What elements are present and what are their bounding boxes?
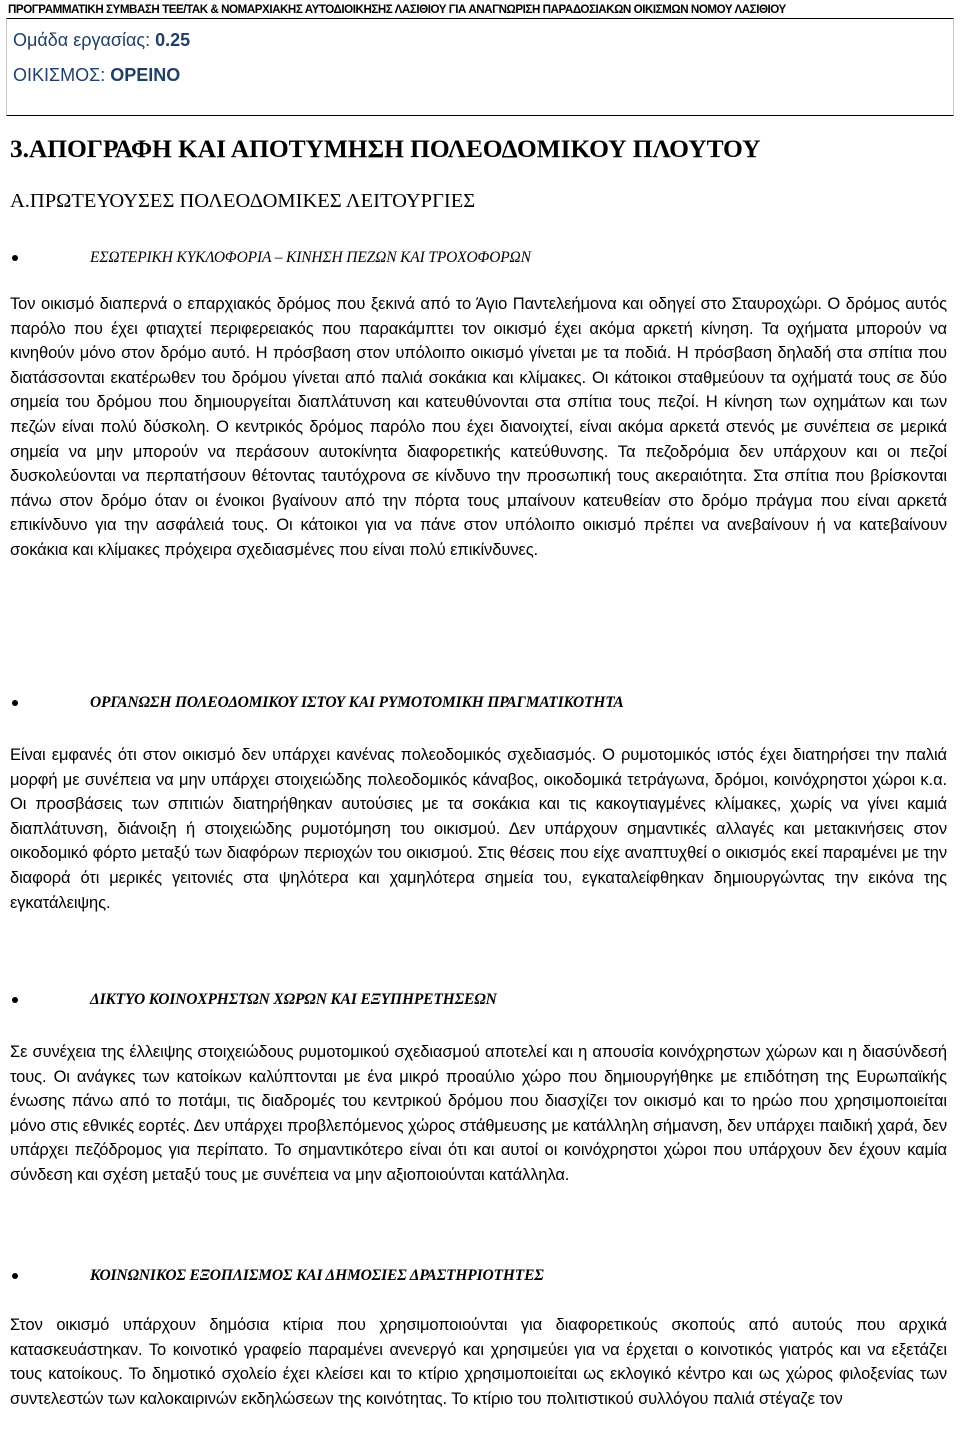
subsection-title-social-equipment: [12, 1264, 952, 1288]
settlement-value: ΟΡΕΙΝΟ: [110, 65, 181, 85]
subsection-body-social-equipment: Στον οικισμό υπάρχουν δημόσια κτίρια που χρησιμοποιούνται για διαφορετικούς σκοπούς από αυτούς που αρχικά κατασκευάστηκαν. Το κοινοτικό γραφείο παραμένει ανενεργό και χρησιμεύει για να έρχεται ο κοινοτικός γιατρός και να εξετάζει τους κατοίκους. Το δημοτικό σχολείο έχει κλείσει και το κτίριο χρησιμοποιείται ως εκλογικό κέντρο και ως χώρος φιλοξενίας των συντελεστών των καλοκαιρινών εκδηλώσεων της κοινότητας. Το κτίριο του πολιτιστικού συλλόγου παλιά στέγαζε τον: [10, 1316, 947, 1408]
subsection-body-public-spaces: Σε συνέχεια της έλλειψης στοιχειώδους ρυμοτομικού σχεδιασμού αποτελεί και η απουσία κοινόχρηστων χώρων και η διασύνδεσή τους. Οι ανάγκες των κατοίκων καλύπτονται με ένα μικρό προαύλιο χώρο που δημιουργήθηκε με επιδότηση της Ευρωπαϊκής ένωσης πάνω από το ποτάμι, τις διαδρομές του κεντρικού δρόμου που διασχίζει τον οικισμό και το ηρώο που χρησιμοποιείται μόνο στις εθνικές εορτές. Δεν υπάρχει προβλεπόμενος χώρος στάθμευσης με κατάλληλη σήμανση, δεν υπάρχει παιδική χαρά, δεν υπάρχει πεζόδρομος για περίπατο. Το σημαντικότερο είναι ότι και αυτοί οι κοινόχρηστοι χώροι που υπάρχουν δεν έχουν καμία σύνδεση και σχέση μεταξύ τους με συνέπεια να μην αξιοποιούνται κατάλληλα.: [10, 1043, 947, 1184]
subsection-title-traffic: [12, 246, 952, 270]
subsection-title-urban-fabric: [12, 691, 952, 715]
section-heading: Α.ΠΡΩΤΕΥΟΥΣΕΣ ΠΟΛΕΟΔΟΜΙΚΕΣ ΛΕΙΤΟΥΡΓΙΕΣ: [10, 190, 476, 212]
subsection-title-public-spaces: [12, 988, 952, 1012]
main-heading: 3.ΑΠΟΓΡΑΦΗ ΚΑΙ ΑΠΟΤΥΜΗΣΗ ΠΟΛΕΟΔΟΜΙΚΟΥ ΠΛΟΥΤΟΥ: [10, 134, 761, 163]
settlement-line: [13, 65, 180, 86]
header-banner: ΠΡΟΓΡΑΜΜΑΤΙΚΗ ΣΥΜΒΑΣΗ ΤΕΕ/ΤΑΚ & ΝΟΜΑΡΧΙΑΚΗΣ ΑΥΤΟΔΙΟΙΚΗΣΗΣ ΛΑΣΙΘΙΟΥ ΓΙΑ ΑΝΑΓΝΩΡΙΣΗ ΠΑΡΑΔΟΣΙΑΚΩΝ ΟΙΚΙΣΜΩΝ ΝΟΜΟΥ ΛΑΣΙΘΙΟΥ: [8, 3, 786, 16]
settlement-label: ΟΙΚΙΣΜΟΣ:: [13, 65, 111, 85]
work-group-value: 0.25: [155, 30, 191, 50]
bullet-icon: [12, 1273, 18, 1279]
info-box: [6, 18, 954, 116]
subsection-title: ΕΣΩΤΕΡΙΚΗ ΚΥΚΛΟΦΟΡΙΑ – ΚΙΝΗΣΗ ΠΕΖΩΝ ΚΑΙ ΤΡΟΧΟΦΟΡΩΝ: [90, 249, 531, 266]
subsection-title: ΟΡΓΑΝΩΣΗ ΠΟΛΕΟΔΟΜΙΚΟΥ ΙΣΤΟΥ ΚΑΙ ΡΥΜΟΤΟΜΙΚΗ ΠΡΑΓΜΑΤΙΚΟΤΗΤΑ: [90, 694, 624, 711]
subsection-body-traffic: Τον οικισμό διαπερνά ο επαρχιακός δρόμος που ξεκινά από το Άγιο Παντελεήμονα και οδηγεί στο Σταυροχώρι. Ο δρόμος αυτός παρόλο που έχει φτιαχτεί περιφερειακός που παρακάμπτει τον οικισμό έχει ακόμα αρκετή κίνηση. Τα οχήματα μπορούν να κινηθούν μόνο στον δρόμο αυτό. Η πρόσβαση στον υπόλοιπο οικισμό γίνεται με τα ποδιά. Η πρόσβαση δηλαδή στα σπίτια που διατάσσονται εκατέρωθεν του δρόμου γίνεται από παλιά σοκάκια και κλίμακες. Οι κάτοικοι σταθμεύουν τα οχήματά τους σε δύο σημεία του δρόμου που δημιουργείται διαπλάτυνση και κατευθύνονται στα σπίτια τους πεζοί. Η κίνηση των οχημάτων και των πεζών είναι πολύ δύσκολη. Ο κεντρικός δρόμος παρόλο που έχει διανοιχτεί, είναι ακόμα αρκετά στενός με συνέπεια σε μερικά σημεία να μην μπορούν να περάσουν αυτοκίνητα διαφορετικής κατεύθυνσης. Τα πεζοδρόμια δεν υπάρχουν και οι πεζοί δυσκολεύονται να περπατήσουν θέτοντας ταυτόχρονα σε κίνδυνο την προσωπική τους ακεραιότητα. Στα σπίτια που βρίσκονται πάνω στον δρόμο όταν οι ένοικοι βγαίνουν από την πόρτα τους μπαίνουν κατευθείαν στο δρόμο πράγμα που είναι αρκετά επικίνδυνο για την ασφάλειά τους. Οι κάτοικοι για να πάνε στον υπόλοιπο οικισμό πρέπει να ανεβαίνουν ή να κατεβαίνουν σοκάκια και κλίμακες πρόχειρα σχεδιασμένες που είναι πολύ επικίνδυνες.: [10, 294, 947, 559]
subsection-title: ΚΟΙΝΩΝΙΚΟΣ ΕΞΟΠΛΙΣΜΟΣ ΚΑΙ ΔΗΜΟΣΙΕΣ ΔΡΑΣΤΗΡΙΟΤΗΤΕΣ: [90, 1267, 544, 1284]
work-group-line: [13, 30, 190, 51]
bullet-icon: [12, 997, 18, 1003]
subsection-title: ΔΙΚΤΥΟ ΚΟΙΝΟΧΡΗΣΤΩΝ ΧΩΡΩΝ ΚΑΙ ΕΞΥΠΗΡΕΤΗΣΕΩΝ: [90, 991, 497, 1008]
bullet-icon: [12, 700, 18, 706]
work-group-label: Ομάδα εργασίας:: [13, 30, 156, 50]
subsection-body-urban-fabric: Είναι εμφανές ότι στον οικισμό δεν υπάρχει κανένας πολεοδομικός σχεδιασμός. Ο ρυμοτομικός ιστός έχει διατηρήσει την παλιά μορφή με συνέπεια να μην υπάρχει στοιχειώδης πολεοδομικός κάναβος, οικοδομικά τετράγωνα, δρόμοι, κοινόχρηστοι χώροι κ.α. Οι προσβάσεις των σπιτιών διατηρήθηκαν αυτούσιες με τα σοκάκια και τις κακογτιαγμένες κλίμακες, χωρίς να γίνει καμιά διαπλάτυνση, διάνοιξη ή στοιχειώδης ρυμοτόμηση του οικισμού. Δεν υπάρχουν σημαντικές αλλαγές και μετακινήσεις στον οικοδομικό φόρτο μεταξύ των διαφόρων περιοχών του οικισμού. Στις θέσεις που είχε αναπτυχθεί ο οικισμός εκεί παραμένει με την διαφορά ότι μερικές γειτονιές στα ψηλότερα και χαμηλότερα σημεία του, εγκαταλείφθηκαν δημιουργώντας την εικόνα της εγκατάλειψης.: [10, 746, 947, 912]
bullet-icon: [12, 255, 18, 261]
